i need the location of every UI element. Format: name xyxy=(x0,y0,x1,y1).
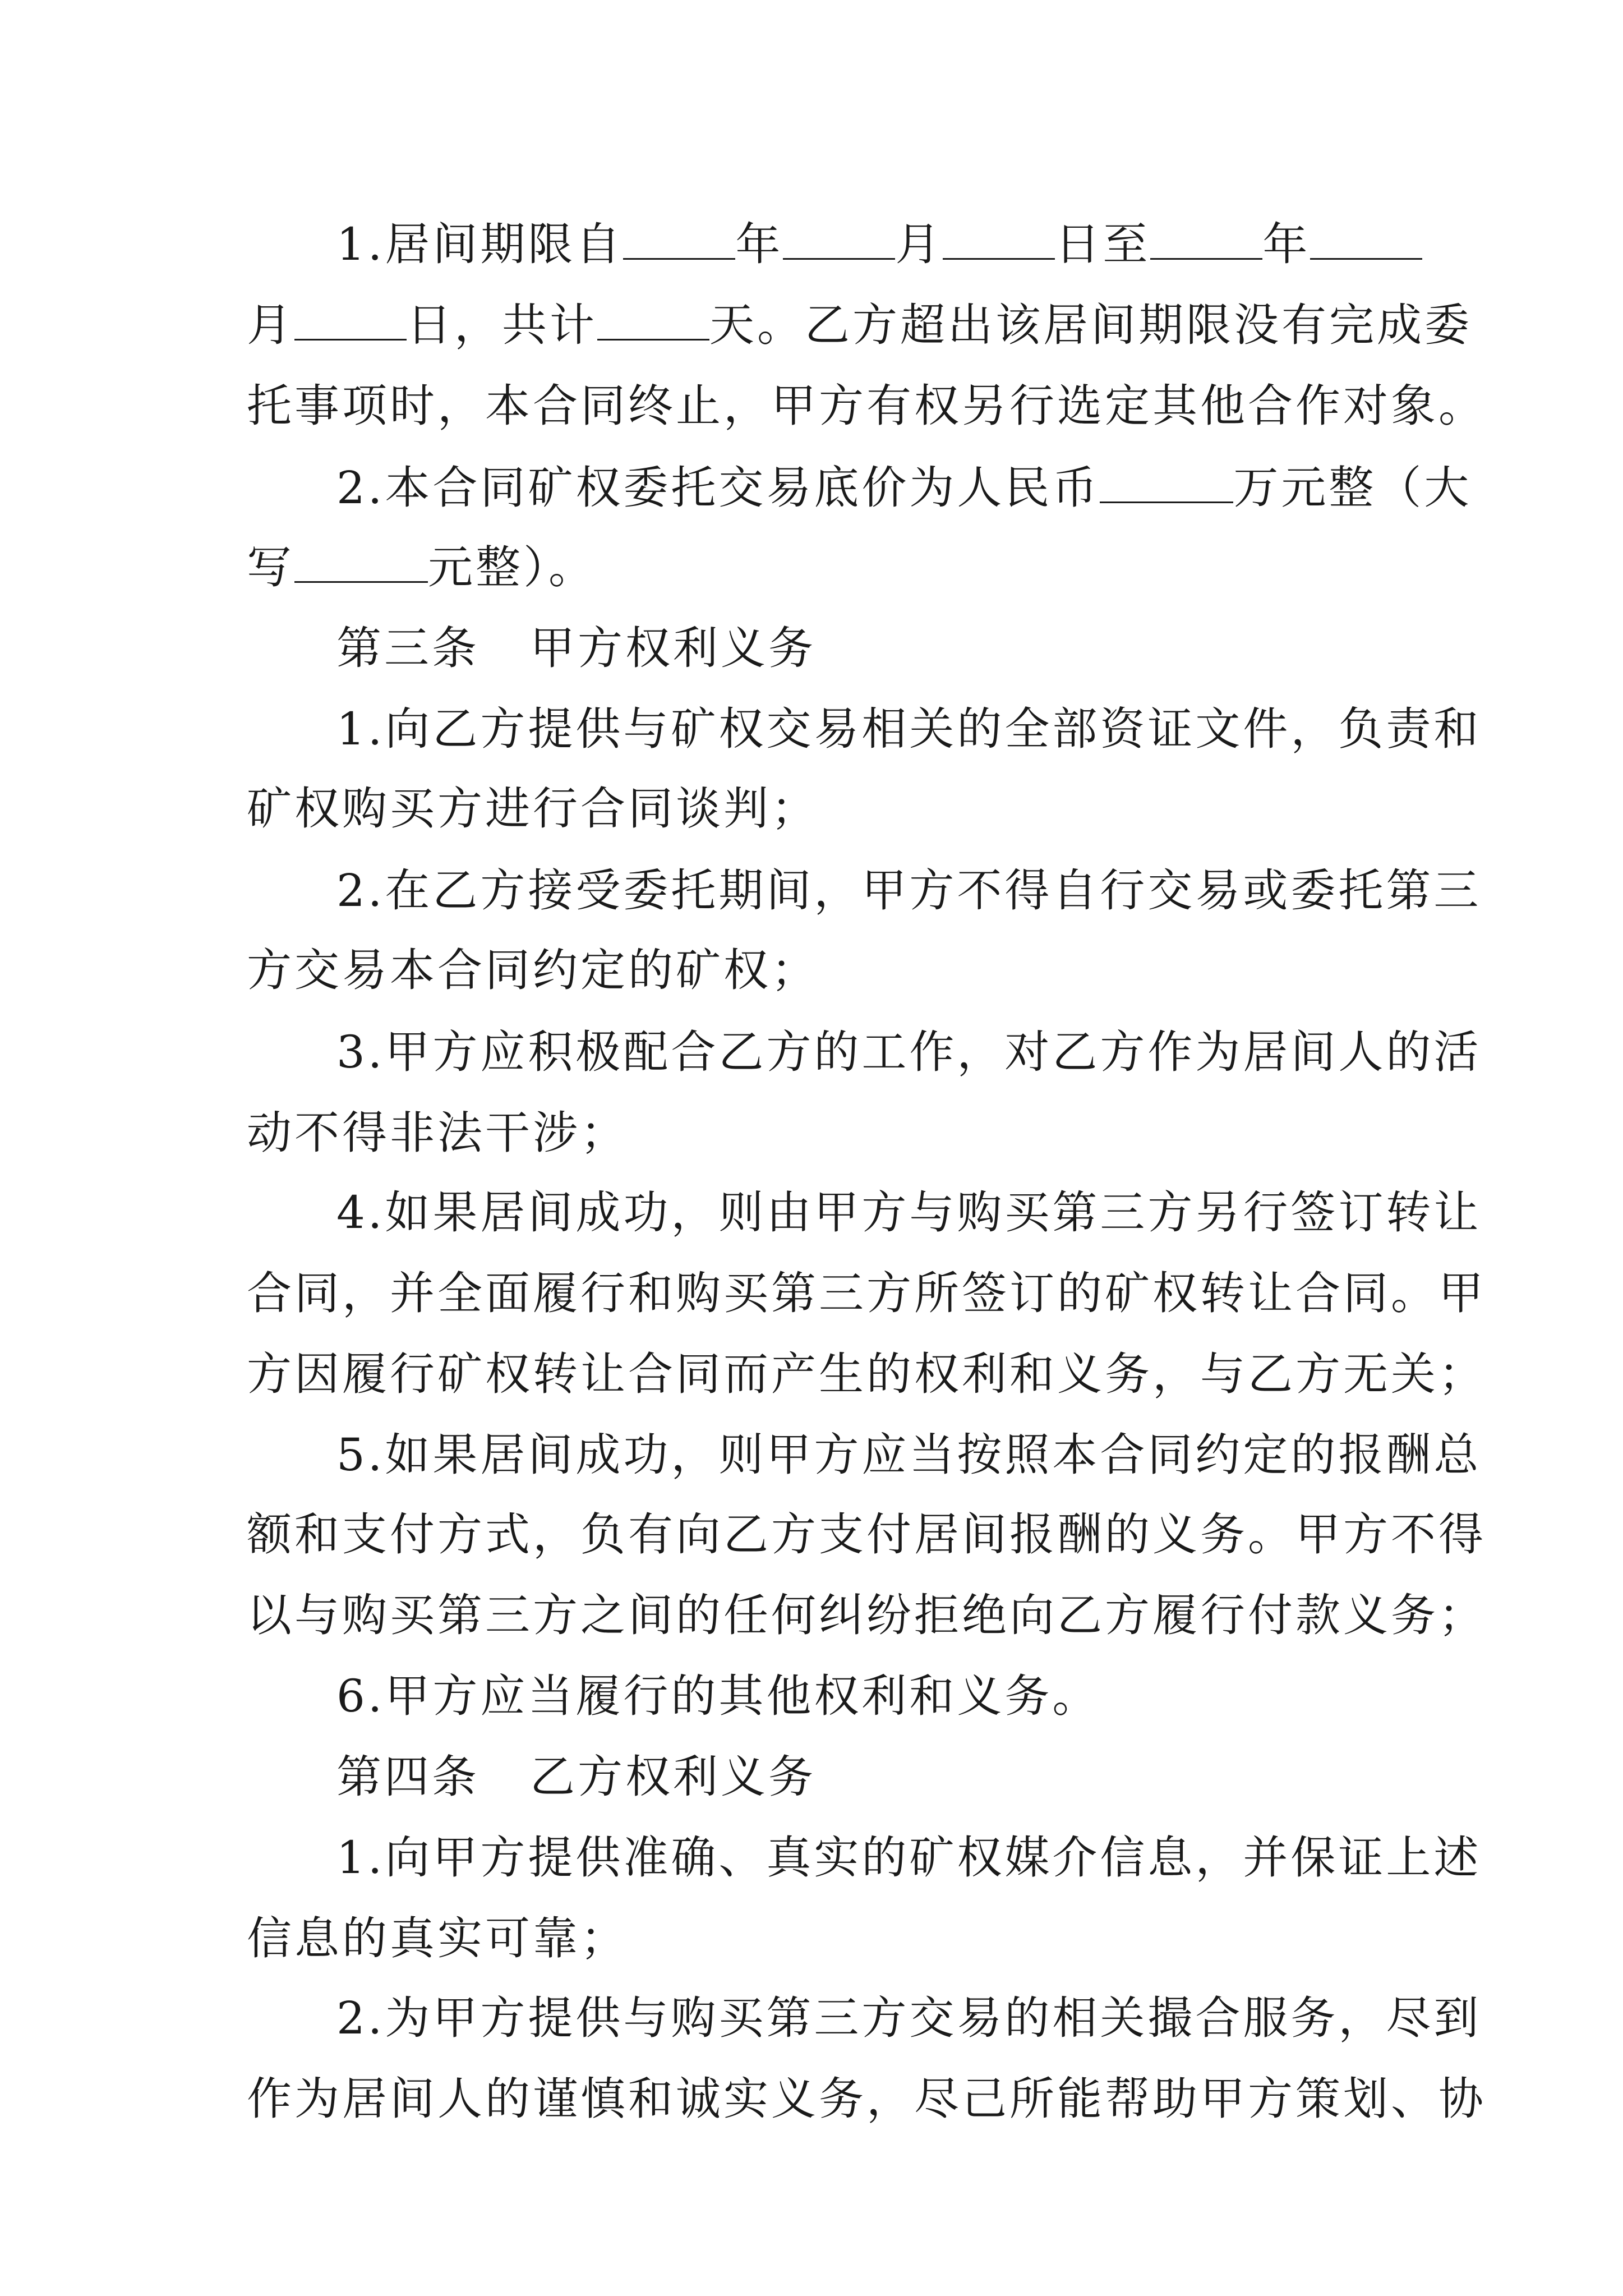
fill-blank[interactable] xyxy=(1310,223,1422,260)
fill-blank[interactable] xyxy=(294,304,407,341)
section-heading xyxy=(0,1732,1623,1822)
text-line: 3.甲方应积极配合乙方的工作，对乙方作为居间人的活 xyxy=(336,1026,1482,1078)
text-line: 动不得非法干涉； xyxy=(247,1107,628,1159)
text-line: 合同，并全面履行和购买第三方所签订的矿权转让合同。甲 xyxy=(247,1267,1486,1319)
text-segment: 年 xyxy=(735,218,783,270)
text-line xyxy=(0,523,1623,613)
text-segment: 2.本合同矿权委托交易底价为人民币 xyxy=(336,462,1100,514)
text-segment: 月 xyxy=(247,299,294,351)
fill-blank[interactable] xyxy=(1150,223,1262,260)
text-segment: 元整）。 xyxy=(428,541,596,593)
text-line: 方因履行矿权转让合同而产生的权利和义务，与乙方无关； xyxy=(247,1348,1486,1400)
text-line: 4.如果居间成功，则由甲方与购买第三方另行签订转让 xyxy=(336,1186,1482,1239)
text-line: 托事项时，本合同终止，甲方有权另行选定其他合作对象。 xyxy=(247,380,1486,432)
text-line: 方交易本合同约定的矿权； xyxy=(247,944,819,996)
text-segment: 天。乙方超出该居间期限没有完成委 xyxy=(709,299,1472,351)
text-segment: 日，共计 xyxy=(407,299,597,351)
article-title: 甲方权利义务 xyxy=(530,622,816,674)
text-line: 5.如果居间成功，则甲方应当按照本合同约定的报酬总 xyxy=(336,1429,1482,1481)
text-line: 1.向甲方提供准确、真实的矿权媒介信息，并保证上述 xyxy=(336,1832,1482,1884)
text-segment: 月 xyxy=(895,218,943,270)
text-segment: 年 xyxy=(1262,218,1311,270)
text-line: 2.在乙方接受委托期间，甲方不得自行交易或委托第三 xyxy=(336,864,1482,917)
article-number: 第三条 xyxy=(336,622,479,674)
text-segment: 写 xyxy=(247,541,294,593)
text-line xyxy=(0,200,1623,289)
text-line: 额和支付方式，负有向乙方支付居间报酬的义务。甲方不得 xyxy=(247,1508,1486,1561)
text-line: 2.为甲方提供与购买第三方交易的相关撮合服务，尽到 xyxy=(336,1992,1482,2044)
text-line: 以与购买第三方之间的任何纠纷拒绝向乙方履行付款义务； xyxy=(247,1589,1486,1641)
fill-blank[interactable] xyxy=(943,223,1055,260)
text-segment: 1.居间期限自 xyxy=(336,218,624,270)
section-heading xyxy=(0,604,1623,693)
text-segment: 日至 xyxy=(1055,218,1151,270)
text-line: 6.甲方应当履行的其他权利和义务。 xyxy=(336,1670,1100,1722)
text-segment: 万元整（大 xyxy=(1233,462,1472,514)
fill-blank[interactable] xyxy=(623,223,735,260)
fill-blank[interactable] xyxy=(1100,467,1233,503)
fill-blank[interactable] xyxy=(783,223,895,260)
text-line: 信息的真实可靠； xyxy=(247,1912,628,1964)
text-line xyxy=(0,443,1623,533)
text-line: 矿权购买方进行合同谈判； xyxy=(247,783,819,835)
article-number: 第四条 xyxy=(336,1751,479,1803)
text-line: 作为居间人的谨慎和诚实义务，尽己所能帮助甲方策划、协 xyxy=(247,2073,1486,2125)
article-title: 乙方权利义务 xyxy=(530,1751,816,1803)
fill-blank[interactable] xyxy=(294,546,428,583)
fill-blank[interactable] xyxy=(597,304,709,341)
text-line: 1.向乙方提供与矿权交易相关的全部资证文件，负责和 xyxy=(336,703,1482,755)
text-line xyxy=(0,280,1623,370)
